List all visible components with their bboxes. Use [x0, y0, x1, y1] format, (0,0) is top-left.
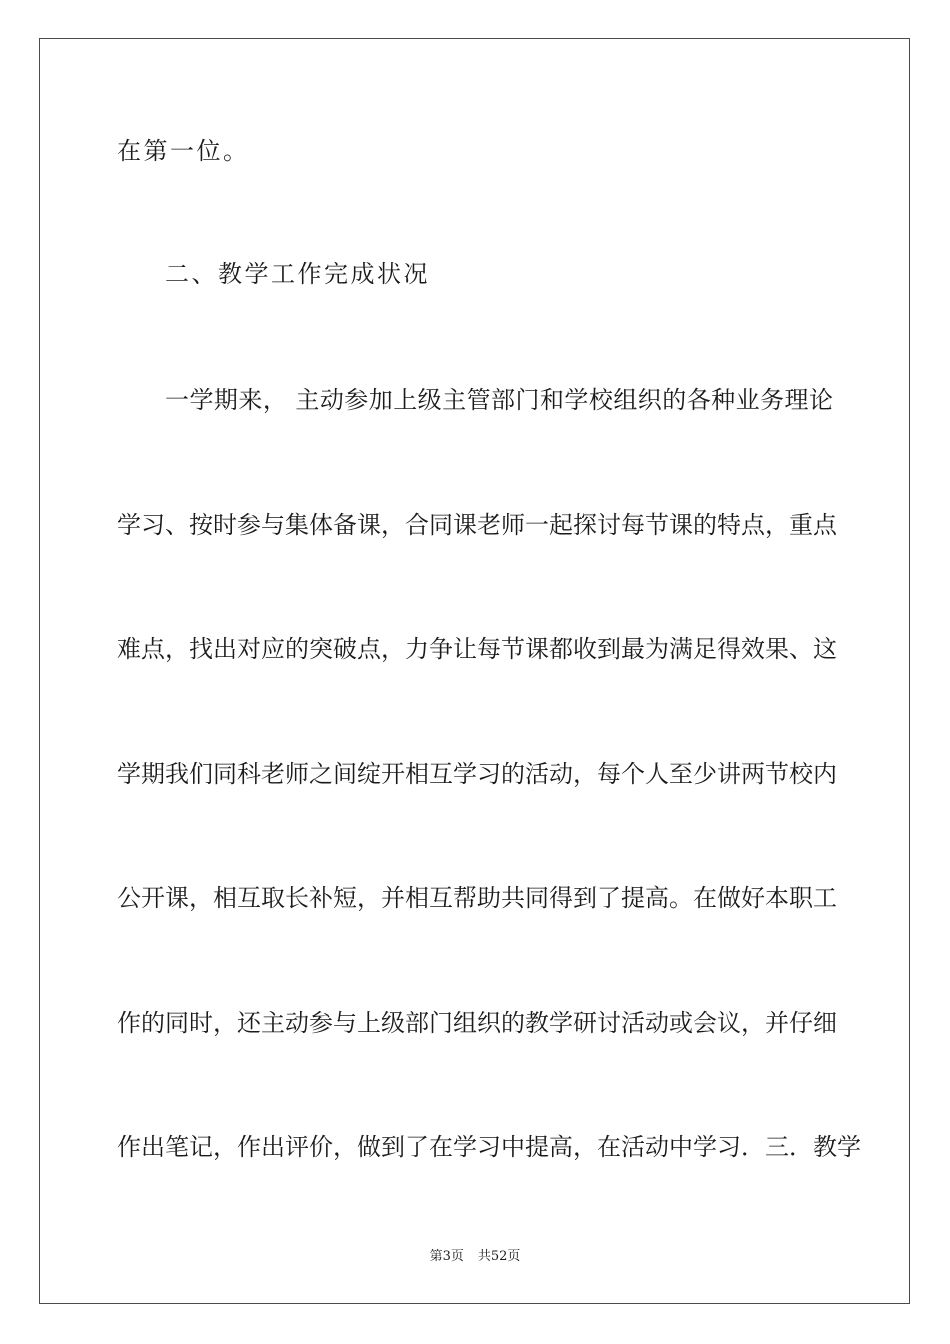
text-line-1: 在第一位。 — [117, 137, 250, 165]
section-heading: 二、教学工作完成状况 — [165, 260, 430, 288]
text-line-9: 作出笔记，作出评价，做到了在学习中提高，在活动中学习．三．教学 — [117, 1133, 861, 1161]
text-line-7: 公开课，相互取长补短，并相互帮助共同得到了提高。在做好本职工 — [117, 884, 837, 912]
page-border — [39, 38, 910, 1304]
page-number: 第3页 — [429, 1249, 464, 1264]
page-total: 共52页 — [477, 1249, 521, 1264]
text-line-8: 作的同时，还主动参与上级部门组织的教学研讨活动或会议，并仔细 — [117, 1009, 837, 1037]
text-line-4: 学习、按时参与集体备课，合同课老师一起探讨每节课的特点，重点 — [117, 511, 837, 539]
text-line-5: 难点，找出对应的突破点，力争让每节课都收到最为满足得效果、这 — [117, 635, 837, 663]
page-footer — [0, 1249, 950, 1265]
text-line-6: 学期我们同科老师之间绽开相互学习的活动，每个人至少讲两节校内 — [117, 760, 837, 788]
text-line-3: 一学期来， 主动参加上级主管部门和学校组织的各种业务理论 — [165, 386, 833, 414]
